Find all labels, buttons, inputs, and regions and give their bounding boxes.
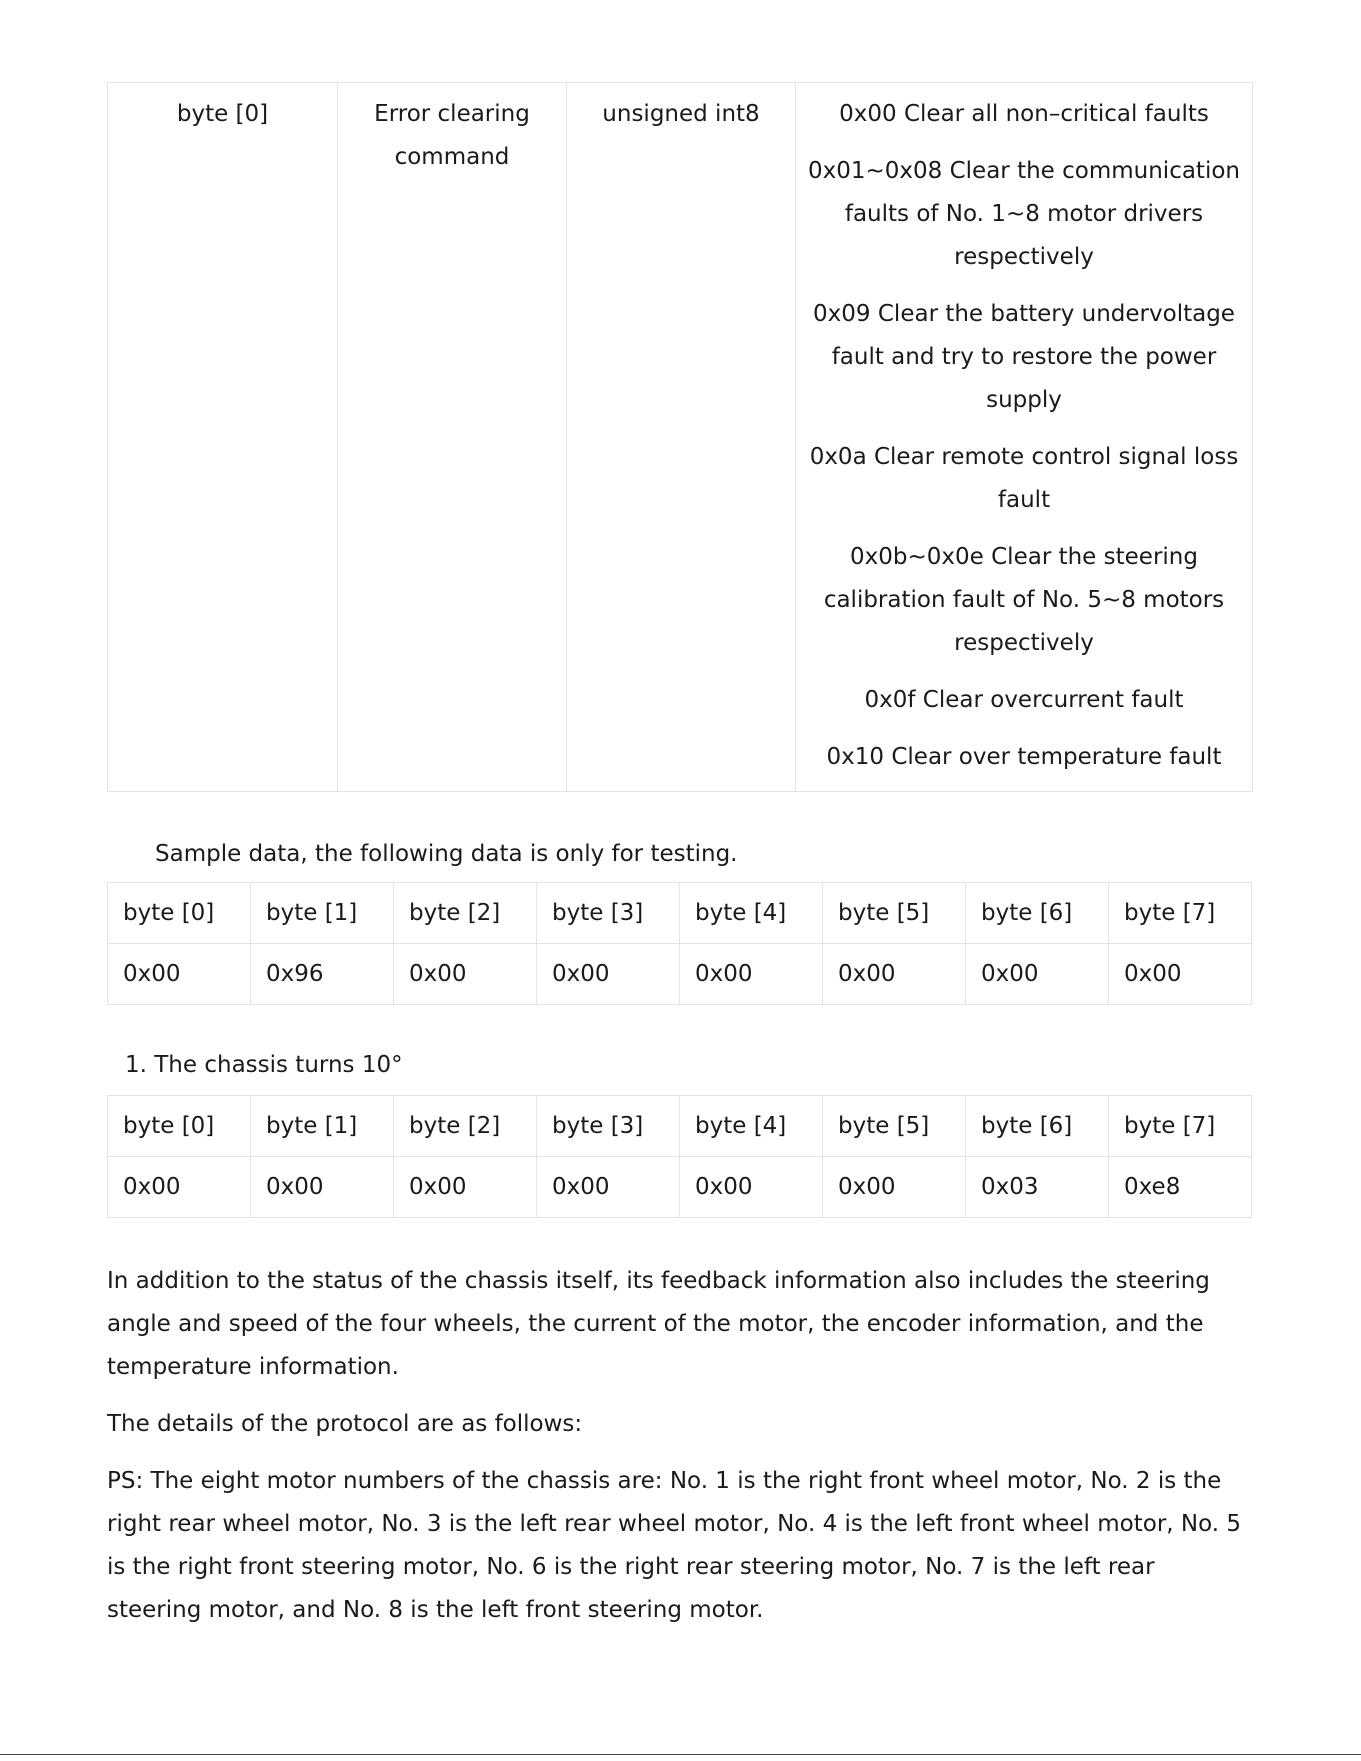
value-cell: 0x96: [251, 944, 394, 1005]
header-cell: byte [7]: [1109, 1096, 1252, 1157]
header-cell: byte [4]: [680, 1096, 823, 1157]
description-item: 0x09 Clear the battery undervoltage fault and try to restore the power supply: [813, 301, 1235, 413]
field-name-cell: Error clearing command: [338, 83, 567, 792]
description-item: 0x0a Clear remote control signal loss fault: [809, 444, 1239, 513]
feedback-paragraph: In addition to the status of the chassis itself, its feedback information also includes the steering angle and speed of the four wheels, the current of the motor, the encoder information, and the temperature information.: [107, 1268, 1210, 1380]
header-cell: byte [5]: [823, 1096, 966, 1157]
value-cell: 0x00: [394, 1157, 537, 1218]
table-header-row: [108, 883, 1252, 944]
value-cell: 0x00: [537, 1157, 680, 1218]
header-cell: byte [7]: [1109, 883, 1252, 944]
header-cell: byte [3]: [537, 1096, 680, 1157]
value-cell: 0x00: [680, 944, 823, 1005]
header-cell: byte [2]: [394, 883, 537, 944]
header-cell: byte [4]: [680, 883, 823, 944]
value-cell: 0x00: [966, 944, 1109, 1005]
value-cell: 0x00: [394, 944, 537, 1005]
table-row: [108, 1157, 1252, 1218]
table-row: [108, 83, 1253, 792]
description-item: 0x00 Clear all non–critical faults: [839, 101, 1209, 127]
header-cell: byte [6]: [966, 1096, 1109, 1157]
description-cell: [796, 83, 1253, 792]
value-cell: 0x00: [680, 1157, 823, 1218]
table-row: [108, 944, 1252, 1005]
sample-data-table: [107, 882, 1252, 1005]
value-cell: 0x00: [537, 944, 680, 1005]
description-item: 0x10 Clear over temperature fault: [826, 744, 1222, 770]
motor-numbers-paragraph: PS: The eight motor numbers of the chassis are: No. 1 is the right front wheel motor, No. 2 is the right rear wheel motor, No. 3 is the left rear wheel motor, No. 4 is the left front wheel motor, No. 5 is the right front steering motor, No. 6 is the right rear steering motor, No. 7 is the left rear steering motor, and No. 8 is the left front steering motor.: [107, 1468, 1242, 1623]
value-cell: 0x00: [108, 1157, 251, 1218]
document-page: [107, 82, 1252, 1632]
list-item: 1. The chassis turns 10°: [125, 1052, 403, 1078]
chassis-turn-table: [107, 1095, 1252, 1218]
table-header-row: [108, 1096, 1252, 1157]
header-cell: byte [2]: [394, 1096, 537, 1157]
value-cell: 0x00: [251, 1157, 394, 1218]
header-cell: byte [6]: [966, 883, 1109, 944]
header-cell: byte [3]: [537, 883, 680, 944]
protocol-intro-paragraph: The details of the protocol are as follows:: [107, 1411, 583, 1437]
error-clearing-table: [107, 82, 1253, 792]
header-cell: byte [0]: [108, 1096, 251, 1157]
header-cell: byte [1]: [251, 883, 394, 944]
data-type-cell: unsigned int8: [567, 83, 796, 792]
description-item: 0x0f Clear overcurrent fault: [864, 687, 1184, 713]
page-bottom-rule: [0, 1754, 1361, 1755]
header-cell: byte [5]: [823, 883, 966, 944]
value-cell: 0x00: [108, 944, 251, 1005]
byte-cell: byte [0]: [108, 83, 338, 792]
header-cell: byte [1]: [251, 1096, 394, 1157]
sample-data-caption: Sample data, the following data is only for testing.: [155, 841, 738, 867]
description-item: 0x0b~0x0e Clear the steering calibration fault of No. 5~8 motors respectively: [823, 544, 1225, 656]
description-item: 0x01~0x08 Clear the communication faults of No. 1~8 motor drivers respectively: [808, 158, 1240, 270]
value-cell: 0x00: [1109, 944, 1252, 1005]
value-cell: 0x00: [823, 944, 966, 1005]
value-cell: 0x00: [823, 1157, 966, 1218]
value-cell: 0x03: [966, 1157, 1109, 1218]
header-cell: byte [0]: [108, 883, 251, 944]
value-cell: 0xe8: [1109, 1157, 1252, 1218]
